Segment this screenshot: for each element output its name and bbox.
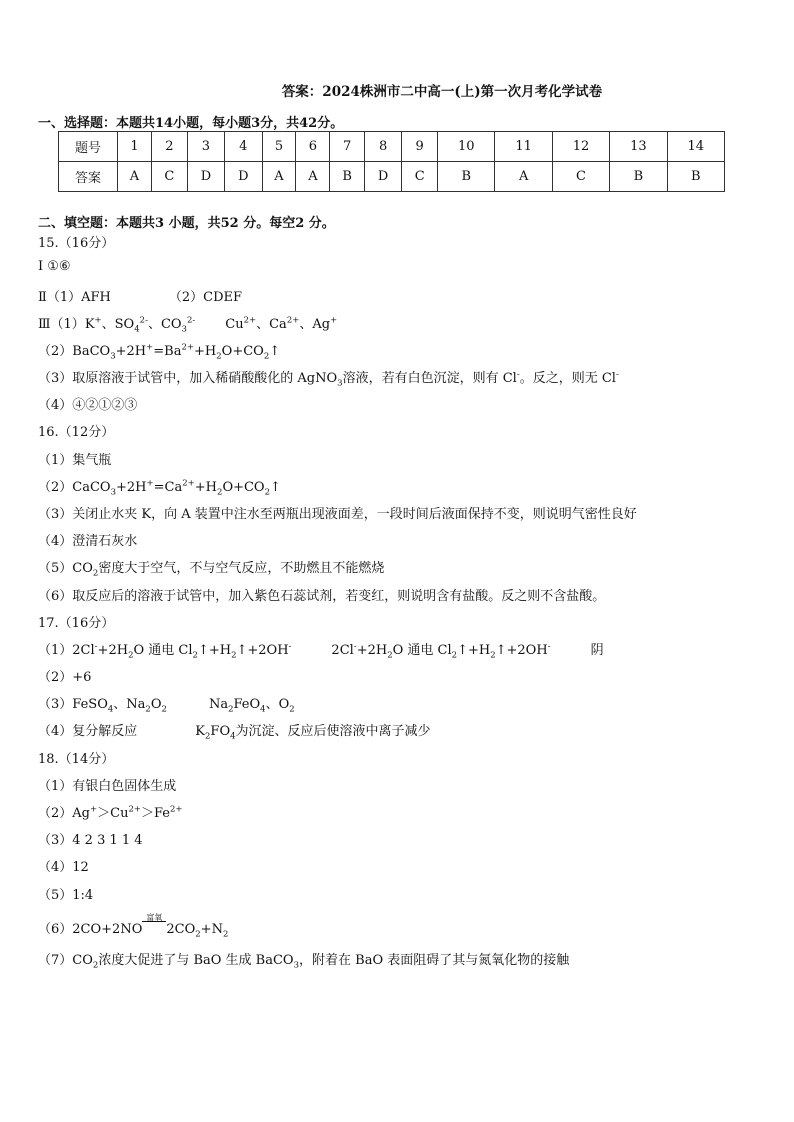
q18-line-7-b: 浓度大促进了与 BaO 生成 BaCO [98,953,294,968]
answer-cell: B [330,162,365,192]
q18-line-7-c: ，附着在 BaO 表面阻碍了其与氮氧化物的接触 [299,953,570,968]
q15-iii-1-formula: K+、$SO_4^{2-}$、$CO_3^{2-}$ $Cu^{2+}$、$Ca^{2+}$、Ag+ [84,315,338,335]
q15-iii-2-equation: $BaCO_3+2H^+=Ba^{2+}+H_2O+CO_2↑$ [72,342,281,362]
q16-line-2 [38,476,281,498]
q18-line-5: （5）1:4 [38,888,94,903]
question-number-cell: 12 [552,132,609,162]
q18-line-6-label: （6） [38,922,73,937]
answer-cell: A [495,162,552,192]
question-number-cell: 2 [151,132,187,162]
table-row-numbers [59,132,725,162]
q16-line-2-label: （2） [38,480,73,495]
answer-cell: D [225,162,262,192]
answer-cell: A [296,162,330,192]
answer-cell: C [552,162,609,192]
q17-line-2: （2）+6 [38,670,92,685]
q16-line-5-a: （5）CO [38,561,93,576]
question-number-cell: 11 [495,132,552,162]
q15-ii-2: （2）CDEF [168,290,243,305]
q18-line-7-a: （7）CO [38,953,93,968]
question-number-cell: 13 [610,132,667,162]
section-1-heading: 一、选择题：本题共14小题，每小题3分，共42分。 [38,116,344,131]
q16-line-4: （4）澄清石灰水 [38,534,138,549]
q16-heading: 16.（12分） [38,425,115,440]
q16-line-5: $(5)CO_2$密度大于空气，不与空气反应，不助燃且不能燃烧 [38,561,385,579]
q16-line-1: （1）集气瓶 [38,453,112,468]
q15-part-ii [38,286,242,305]
q18-line-2-label: （2） [38,806,73,821]
q17-line-3-formula: FeSO$_4$、$Na_2O_2$ $Na_2FeO_4$、$O_2$ [72,697,295,715]
q18-line-3: （3）4 2 3 1 1 4 [38,833,143,848]
q15-part-iii-1 [38,313,338,335]
question-number-cell: 9 [402,132,438,162]
q18-line-7: $(7)CO_2$浓度大促进了与 BaO 生成 BaCO$_3$，附着在 BaO 表面阻碍了其与氮氧化物的接触 [38,953,570,971]
q17-line-3-label: （3） [38,697,73,712]
question-number-cell: 14 [667,132,724,162]
question-number-cell: 3 [187,132,224,162]
q17-line-1-equation-b: $2Cl^-+2H_2O$ 通电 $Cl_2↑+H_2↑+2OH^-$ [331,641,551,661]
q15-iii-3-b: 溶液，若有白色沉淀，则有 Cl [342,371,517,386]
q17-line-3 [38,693,295,715]
q15-iii-3-c: 。反之，则无 Cl [519,371,616,386]
q15-iii-3-a: （3）取原溶液于试管中，加入稀硝酸酸化的 AgNO [38,371,338,386]
q15-ii-1: Ⅱ（1）AFH [38,290,111,305]
q17-line-1-end: 阴 [590,643,604,658]
page-title: 答案：2024株洲市二中高一(上)第一次月考化学试卷 [281,84,603,100]
q17-line-4-b: 为沉淀、反应后使溶液中离子减少 [235,724,431,739]
answer-cell: C [151,162,187,192]
q15-iii-1-label: Ⅲ（1） [38,317,85,332]
q18-line-4: （4）12 [38,860,89,875]
question-number-cell: 6 [296,132,330,162]
question-number-cell: 1 [118,132,152,162]
question-number-cell: 7 [330,132,365,162]
section-2-heading: 二、填空题：本题共3 小题，共52 分。每空2 分。 [38,216,335,231]
q16-line-2-equation: $CaCO_3+2H^+=Ca^{2+}+H_2O+CO_2↑$ [72,478,281,498]
answer-cell: C [402,162,438,192]
answer-cell: D [364,162,401,192]
q17-line-1-equation-a: $2Cl^-+2H_2O$ 通电 $Cl_2↑+H_2↑+2OH^-$ [72,641,292,661]
table-header-answer: 答案 [59,162,118,192]
q15-part-iii-2 [38,340,281,362]
catalyst-label: 富氧 [146,913,163,922]
q15-part-iii-4: （4）④②①②③ [38,398,138,413]
table-header-number: 题号 [59,132,118,162]
answer-cell: B [438,162,495,192]
q18-line-1: （1）有银白色固体生成 [38,779,177,794]
q18-line-2-formula: $Ag^+>Cu^{2+}>Fe^{2+}$ [72,804,183,821]
answer-cell: D [187,162,224,192]
q15-part-iii-3: （3）取原溶液于试管中，加入稀硝酸酸化的 AgNO$_3$溶液，若有白色沉淀，则有 Cl-。反之，则无 Cl- [38,369,619,389]
q18-line-2 [38,802,183,821]
answer-table [58,131,725,192]
answer-cell: B [667,162,724,192]
q15-heading: 15.（16分） [38,236,115,251]
answer-cell: A [118,162,152,192]
question-number-cell: 4 [225,132,262,162]
table-row-answers [59,162,725,192]
q15-part-i: Ⅰ ①⑥ [38,259,71,274]
q17-heading: 17.（16分） [38,616,115,631]
question-number-cell: 10 [438,132,495,162]
q17-line-4-formula: $K_2FO_4$ [195,724,236,742]
q17-line-4 [38,720,431,742]
q17-line-1-label: （1） [38,643,73,658]
q17-line-1 [38,639,604,661]
q16-line-3: （3）关闭止水夹 K，向 A 装置中注水至两瓶出现液面差，一段时间后液面保持不变，则说明气密性良好 [38,507,637,522]
q16-line-6: （6）取反应后的溶液于试管中，加入紫色石蕊试剂，若变红，则说明含有盐酸。反之则不含盐酸。 [38,589,606,604]
question-number-cell: 5 [262,132,296,162]
q15-iii-2-label: （2） [38,344,73,359]
q18-heading: 18.（14分） [38,752,115,767]
question-number-cell: 8 [364,132,401,162]
answer-cell: A [262,162,296,192]
q18-line-6-equation: 2CO+2NO 富氧 $2CO_2+N_2$ [72,913,229,940]
q18-line-6 [38,913,229,940]
answer-cell: B [610,162,667,192]
q16-line-5-b: 密度大于空气，不与空气反应，不助燃且不能燃烧 [98,561,385,576]
q17-line-4-a: （4）复分解反应 [38,724,138,739]
